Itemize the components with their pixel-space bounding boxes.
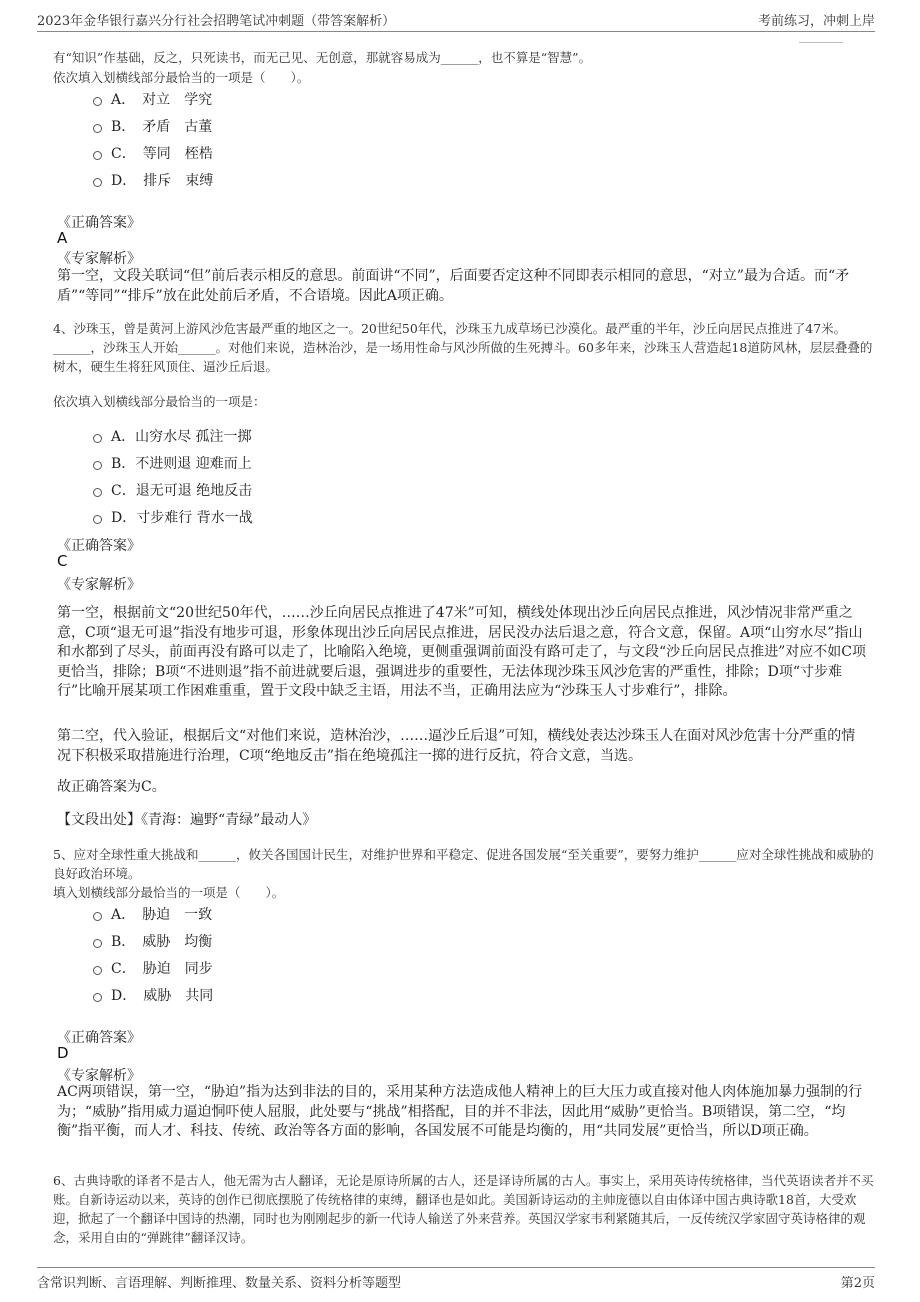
q4-analysis-paragraph-2: 第二空，代入验证，根据后文“对他们来说，造林治沙，……逼沙丘后退”可知，横线处表达沙珠玉人在面对风沙危害十分严重的情况下积极采取措施进行治理，C项“绝地反击”指在绝境孤注一掷的进行反抗，符合文意，当选。 — [57, 728, 856, 764]
q5-option-d[interactable] — [93, 985, 213, 1005]
footer-note: 含常识判断、言语理解、判断推理、数量关系、资料分析等题型 — [37, 1275, 402, 1291]
q3-option-c[interactable] — [93, 143, 213, 163]
radio-icon[interactable] — [93, 461, 102, 470]
radio-icon[interactable] — [93, 488, 102, 497]
option-label: B．不进则退 迎难而上 — [111, 456, 252, 472]
option-label: C．退无可退 绝地反击 — [111, 483, 253, 499]
page-number: 第2页 — [840, 1275, 875, 1291]
q5-option-a[interactable] — [93, 904, 212, 924]
q4-analysis-heading: 《专家解析》 — [57, 577, 141, 593]
q5-stem: 5、应对全球性重大挑战和______，攸关各国国计民生，对维护世界和平稳定、促进各国发展“至关重要”，要努力维护______应对全球性挑战和威胁的良好政治环境。 — [53, 847, 874, 881]
header-mark — [799, 42, 843, 43]
option-label: D． 排斥 束缚 — [111, 173, 214, 189]
q4-option-a[interactable] — [93, 426, 252, 446]
q3-answer-heading: 《正确答案》 — [57, 215, 141, 231]
radio-icon[interactable] — [93, 124, 102, 133]
page-footer — [37, 1270, 875, 1292]
option-label: C． 胁迫 同步 — [111, 961, 213, 977]
q4-answer-heading: 《正确答案》 — [57, 538, 141, 554]
option-label: D．寸步难行 背水一战 — [111, 510, 253, 526]
q4-analysis-paragraph-1: 第一空，根据前文“20世纪50年代，……沙丘向居民点推进了47米”可知，横线处体现出沙丘向居民点推进，风沙情况非常严重之意，C项“退无可退”指没有地步可退，形象体现出沙丘向居民点推进，居民没办法后退之意，符合文意，保留。A项“山穷水尽”指山和水都到了尽头，前面再没有路可以走了，比喻陷入绝境，更侧重强调前面没有路可走了，与文段“沙丘向居民点推进”对应不如C项更恰当，排除；B项“不进则退”指不前进就要后退，强调进步的重要性，无法体现沙珠玉风沙危害的严重性，排除；D项“寸步难行”比喻开展某项工作困难重重，置于文段中缺乏主语，用法不当，正确用法应为“沙珠玉人寸步难行”，排除。 — [57, 605, 867, 699]
q5-instruction: 填入划横线部分最恰当的一项是（ ）。 — [53, 885, 285, 900]
q4-stem: 4、沙珠玉，曾是黄河上游风沙危害最严重的地区之一。20世纪50年代，沙珠玉九成草场已沙漠化。最严重的半年，沙丘向居民点推进了47米。______，沙珠玉人开始______。对他们来说，造林治沙，是一场用性命与风沙所做的生死搏斗。60多年来，沙珠玉人营造起18道防风林，层层叠叠的树木，硬生生将狂风顶住、逼沙丘后退。 — [53, 321, 873, 374]
option-label: C． 等同 桎梏 — [111, 146, 213, 162]
option-label: A．山穷水尽 孤注一掷 — [111, 429, 252, 445]
q5-option-b[interactable] — [93, 931, 212, 951]
document-title: 2023年金华银行嘉兴分行社会招聘笔试冲刺题（带答案解析） — [37, 13, 396, 29]
q3-analysis-heading: 《专家解析》 — [57, 251, 141, 267]
radio-icon[interactable] — [93, 993, 102, 1002]
q5-analysis-heading: 《专家解析》 — [57, 1068, 141, 1084]
q3-analysis: 第一空，文段关联词“但”前后表示相反的意思。前面讲“不同”，后面要否定这种不同即表示相同的意思，“对立”最为合适。而“矛盾”“等同”“排斥”放在此处前后矛盾，不合语境。因此A项正确。 — [57, 268, 850, 304]
q4-conclusion: 故正确答案为C。 — [57, 779, 166, 795]
q3-answer: A — [57, 229, 68, 247]
radio-icon[interactable] — [93, 178, 102, 187]
q4-option-b[interactable] — [93, 453, 252, 473]
option-label: B． 威胁 均衡 — [111, 934, 213, 950]
footer-divider — [37, 1267, 875, 1268]
q3-option-b[interactable] — [93, 116, 212, 136]
radio-icon[interactable] — [93, 966, 102, 975]
q4-source: 【文段出处】《青海：遍野“青绿”最动人》 — [57, 812, 317, 828]
radio-icon[interactable] — [93, 515, 102, 524]
q5-answer: D — [57, 1044, 69, 1062]
q3-stem-tail: 有“知识”作基础，反之，只死读书，而无己见、无创意，那就容易成为______，也不算是“智慧”。 — [53, 50, 592, 65]
radio-icon[interactable] — [93, 912, 102, 921]
q5-answer-heading: 《正确答案》 — [57, 1030, 141, 1046]
radio-icon[interactable] — [93, 939, 102, 948]
q4-answer: C — [57, 552, 68, 570]
radio-icon[interactable] — [93, 151, 102, 160]
option-label: A． 对立 学究 — [111, 92, 213, 108]
q5-analysis: AC两项错误，第一空，“胁迫”指为达到非法的目的，采用某种方法造成他人精神上的巨大压力或直接对他人肉体施加暴力强制的行为；“威胁”指用威力逼迫恫吓使人屈服，此处要与“挑战”相搭配，目的并不非法，因此用“威胁”更恰当。B项错误，第二空，“均衡”指平衡，而人才、科技、传统、政治等各方面的影响，各国发展不可能是均衡的，用“共同发展”更恰当，所以D项正确。 — [57, 1084, 863, 1139]
q6-stem: 6、古典诗歌的译者不是古人，他无需为古人翻译，无论是原诗所属的古人，还是译诗所属的古人。事实上，采用英诗传统格律，当代英语读者并不买账。自新诗运动以来，英诗的创作已彻底摆脱了传统格律的束缚，翻译也是如此。美国新诗运动的主帅庞德以自由体译中国古典诗歌18首，大受欢迎，掀起了一个翻译中国诗的热潮，同时也为刚刚起步的新一代诗人输送了外来营养。英国汉学家韦利紧随其后，一反传统汉学家固守英诗格律的观念，采用自由的“弹跳律”翻译汉诗。 — [53, 1173, 874, 1245]
q4-instruction: 依次填入划横线部分最恰当的一项是： — [53, 394, 266, 409]
header-slogan: 考前练习，冲刺上岸 — [757, 13, 875, 29]
q4-option-d[interactable] — [93, 507, 253, 527]
q3-instruction: 依次填入划横线部分最恰当的一项是（ ）。 — [53, 70, 310, 85]
radio-icon[interactable] — [93, 97, 102, 106]
radio-icon[interactable] — [93, 434, 102, 443]
header-divider — [37, 31, 875, 32]
option-label: D． 威胁 共同 — [111, 988, 214, 1004]
q3-option-a[interactable] — [93, 89, 212, 109]
option-label: B． 矛盾 古董 — [111, 119, 213, 135]
q5-option-c[interactable] — [93, 958, 213, 978]
q4-option-c[interactable] — [93, 480, 252, 500]
q3-option-d[interactable] — [93, 170, 213, 190]
option-label: A． 胁迫 一致 — [111, 907, 213, 923]
page-header — [37, 8, 875, 30]
